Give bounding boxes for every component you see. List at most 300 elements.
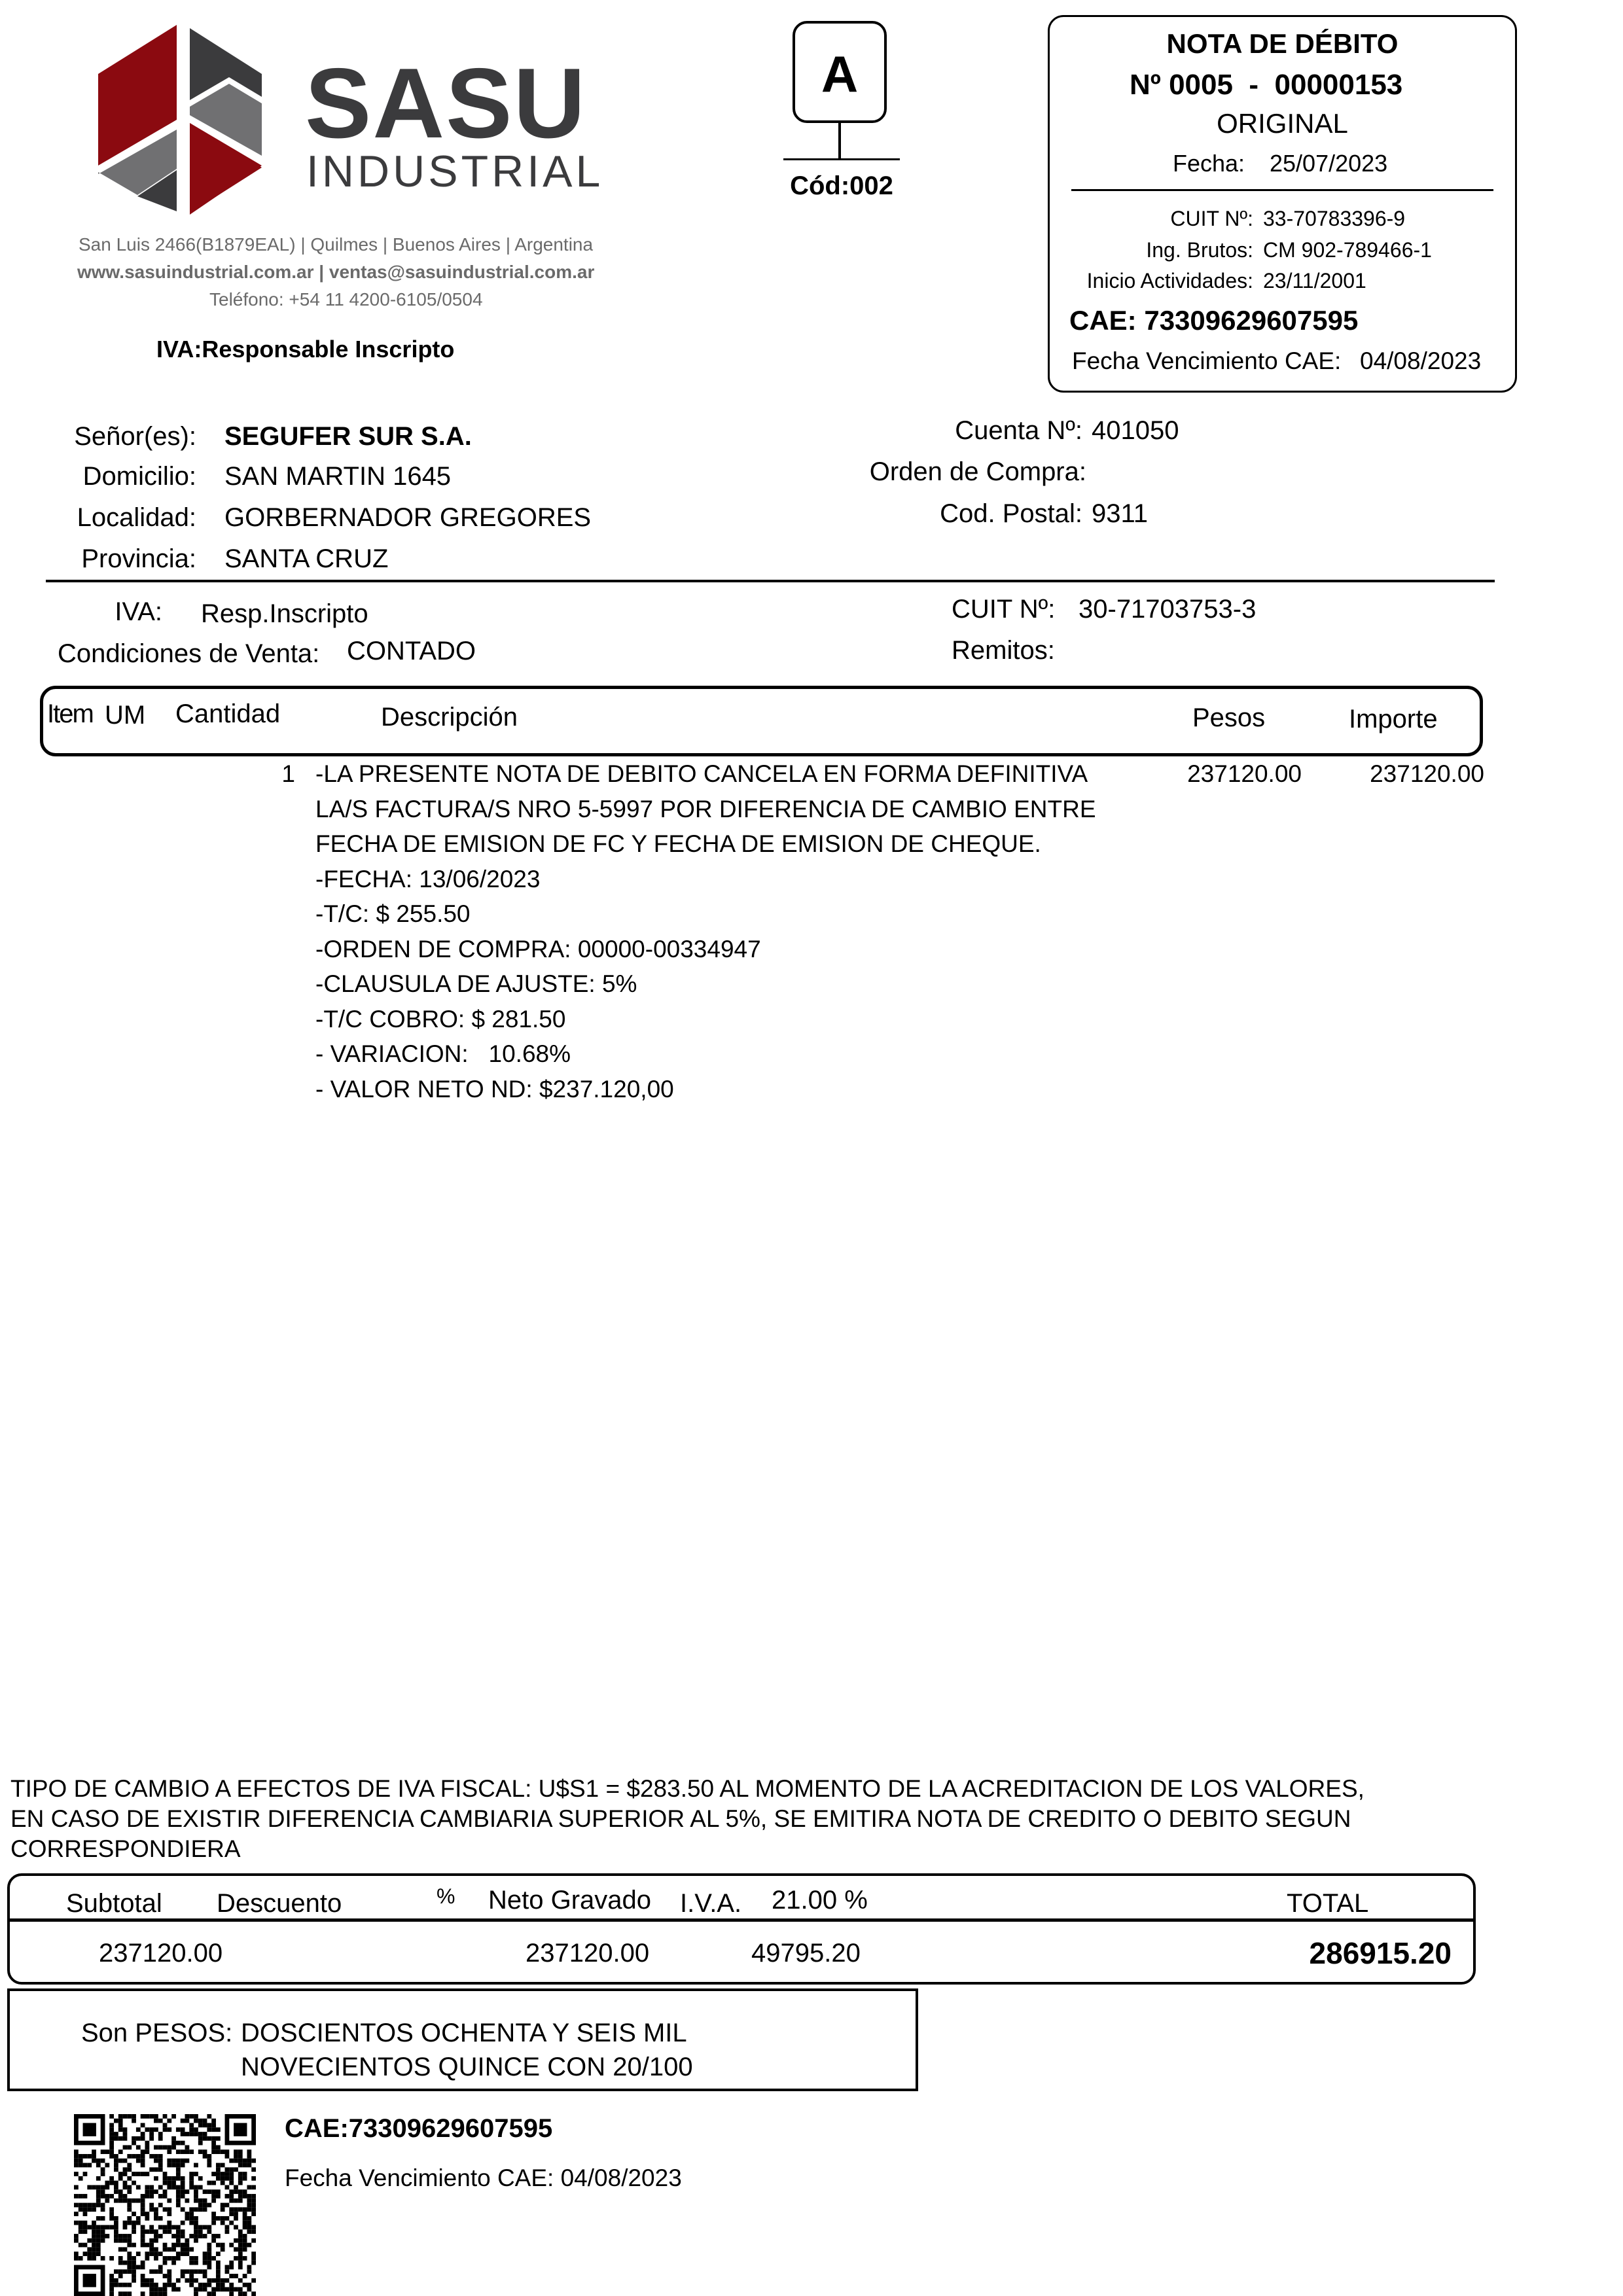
qr-module [123, 2132, 128, 2136]
qr-module [247, 2185, 251, 2189]
qr-module [92, 2238, 96, 2243]
qr-module [141, 2291, 145, 2296]
qr-module [238, 2229, 243, 2234]
qr-module [114, 2181, 118, 2185]
qr-module [132, 2229, 136, 2234]
qr-module [225, 2149, 230, 2154]
qr-module [198, 2123, 203, 2128]
qr-module [167, 2221, 171, 2225]
qr-module [229, 2159, 234, 2163]
qr-module [163, 2189, 168, 2194]
qr-module [247, 2149, 251, 2154]
qr-module [238, 2154, 243, 2159]
qr-module [145, 2127, 149, 2132]
qr-module [229, 2274, 234, 2278]
qr-module [211, 2199, 216, 2203]
qr-module [136, 2145, 141, 2149]
qr-module [154, 2269, 158, 2274]
qr-module [171, 2256, 176, 2261]
qr-module [145, 2252, 149, 2256]
col-item: Item [47, 699, 93, 728]
qr-module [243, 2274, 247, 2278]
qr-module [234, 2199, 238, 2203]
qr-module [145, 2216, 149, 2221]
qr-module [149, 2291, 154, 2296]
qr-module [158, 2119, 163, 2123]
qr-module [136, 2159, 141, 2163]
qr-module [141, 2132, 145, 2136]
qr-module [127, 2145, 132, 2149]
qr-module [96, 2203, 101, 2208]
qr-module [101, 2234, 105, 2238]
qr-module [238, 2176, 243, 2181]
qr-module [96, 2176, 101, 2181]
qr-module [238, 2247, 243, 2252]
qr-module [145, 2229, 149, 2234]
description-line: -T/C COBRO: $ 281.50 [315, 1005, 566, 1033]
qr-module [189, 2216, 194, 2221]
qr-module [145, 2141, 149, 2146]
qr-module [171, 2159, 176, 2163]
qr-module [83, 2194, 88, 2199]
qr-module [211, 2141, 216, 2146]
qr-module [171, 2247, 176, 2252]
qr-module [243, 2256, 247, 2261]
qr-module [203, 2132, 207, 2136]
qr-module [101, 2203, 105, 2208]
qr-module [234, 2247, 238, 2252]
qr-module [92, 2149, 96, 2154]
qr-module [141, 2154, 145, 2159]
qr-module [123, 2283, 128, 2287]
qr-module [207, 2114, 211, 2119]
qr-module [83, 2203, 88, 2208]
qr-module [114, 2229, 118, 2234]
qr-module [127, 2256, 132, 2261]
qr-module [109, 2216, 114, 2221]
qr-module [149, 2229, 154, 2234]
qr-module [96, 2238, 101, 2243]
qr-module [216, 2149, 221, 2154]
qr-module [243, 2207, 247, 2212]
qr-module [114, 2221, 118, 2225]
qr-module [145, 2189, 149, 2194]
qr-module [234, 2207, 238, 2212]
qr-module [96, 2234, 101, 2238]
qr-module [176, 2203, 181, 2208]
qr-module [127, 2265, 132, 2270]
qr-module [109, 2154, 114, 2159]
qr-module [211, 2212, 216, 2216]
qr-module [185, 2114, 190, 2119]
qr-module [105, 2234, 109, 2238]
qr-module [149, 2167, 154, 2172]
zip-value: 9311 [1092, 499, 1149, 528]
qr-module [185, 2189, 190, 2194]
qr-module [207, 2229, 211, 2234]
qr-module [149, 2278, 154, 2283]
qr-module [171, 2225, 176, 2230]
qr-module [243, 2247, 247, 2252]
subtotal-value: 237120.00 [99, 1939, 223, 1968]
qr-module [109, 2141, 114, 2146]
qr-module [114, 2278, 118, 2283]
qr-module [198, 2203, 203, 2208]
qr-module [109, 2176, 114, 2181]
qr-module [234, 2185, 238, 2189]
qr-module [109, 2181, 114, 2185]
qr-module [132, 2172, 136, 2176]
qr-module [79, 2203, 83, 2208]
qr-module [247, 2269, 251, 2274]
qr-module [185, 2145, 190, 2149]
qr-module [229, 2189, 234, 2194]
qr-module [251, 2185, 256, 2189]
qr-module [167, 2119, 171, 2123]
qr-module [238, 2287, 243, 2291]
qr-module [225, 2269, 230, 2274]
qr-module [163, 2256, 168, 2261]
amount-words-label: Son PESOS: [81, 2019, 233, 2047]
qr-module [185, 2238, 190, 2243]
qr-module [109, 2136, 114, 2141]
qr-module [87, 2247, 92, 2252]
qr-module [207, 2123, 211, 2128]
qr-module [141, 2203, 145, 2208]
qr-module [221, 2207, 225, 2212]
qr-module [189, 2261, 194, 2265]
qr-module [176, 2172, 181, 2176]
qr-module [203, 2225, 207, 2230]
qr-module [189, 2114, 194, 2119]
qr-module [171, 2114, 176, 2119]
qr-module [243, 2194, 247, 2199]
qr-module [176, 2194, 181, 2199]
qr-module [189, 2176, 194, 2181]
qr-module [136, 2265, 141, 2270]
total-value: 286915.20 [1309, 1936, 1452, 1970]
qr-module [163, 2127, 168, 2132]
qr-module [127, 2269, 132, 2274]
qr-module [211, 2181, 216, 2185]
qr-module [194, 2114, 198, 2119]
qr-module [251, 2176, 256, 2181]
qr-module [158, 2225, 163, 2230]
qr-module [247, 2225, 251, 2230]
qr-module [176, 2189, 181, 2194]
qr-module [229, 2199, 234, 2203]
qr-module [171, 2163, 176, 2168]
qr-module [181, 2163, 185, 2168]
qr-module [154, 2167, 158, 2172]
qr-module [114, 2185, 118, 2189]
qr-module [238, 2252, 243, 2256]
qr-module [158, 2136, 163, 2141]
description-line: -T/C: $ 255.50 [315, 900, 471, 927]
qr-module [185, 2212, 190, 2216]
invoice-letter-box [793, 21, 887, 123]
divider [783, 158, 900, 160]
qr-module [234, 2287, 238, 2291]
qr-module [211, 2145, 216, 2149]
logo-name: SASU [305, 48, 587, 159]
qr-module [118, 2114, 123, 2119]
qr-module [83, 2229, 88, 2234]
qr-module [163, 2181, 168, 2185]
col-um: UM [105, 701, 146, 730]
qr-module [167, 2247, 171, 2252]
qr-module [225, 2265, 230, 2270]
qr-module [158, 2163, 163, 2168]
qr-module [207, 2136, 211, 2141]
qr-module [158, 2287, 163, 2291]
qr-module [127, 2189, 132, 2194]
client-name: SEGUFER SUR S.A. [224, 422, 472, 451]
qr-module [118, 2123, 123, 2128]
qr-module [221, 2176, 225, 2181]
qr-module [105, 2181, 109, 2185]
qr-module [176, 2229, 181, 2234]
qr-module [211, 2256, 216, 2261]
company-phone: Teléfono: +54 11 4200-6105/0504 [209, 289, 483, 309]
qr-module [145, 2283, 149, 2287]
qr-module [101, 2207, 105, 2212]
qr-module [207, 2163, 211, 2168]
qr-module [96, 2163, 101, 2168]
qr-module [229, 2261, 234, 2265]
qr-module [203, 2252, 207, 2256]
row-quantity: 1 [281, 760, 295, 787]
document-number: Nº 0005 - 00000153 [1130, 69, 1403, 101]
qr-module [189, 2127, 194, 2132]
description-line: -CLAUSULA DE AJUSTE: 5% [315, 970, 637, 997]
qr-module [211, 2216, 216, 2221]
qr-module [198, 2141, 203, 2146]
qr-module [109, 2287, 114, 2291]
qr-module [211, 2194, 216, 2199]
qr-module [251, 2194, 256, 2199]
qr-module [123, 2269, 128, 2274]
qr-module [123, 2261, 128, 2265]
qr-module [181, 2269, 185, 2274]
qr-module [216, 2216, 221, 2221]
qr-module [96, 2247, 101, 2252]
qr-module [163, 2123, 168, 2128]
qr-module [127, 2203, 132, 2208]
qr-module [238, 2172, 243, 2176]
qr-module [167, 2269, 171, 2274]
qr-module [198, 2185, 203, 2189]
qr-module [141, 2159, 145, 2163]
qr-module [238, 2207, 243, 2212]
qr-module [203, 2269, 207, 2274]
qr-module [79, 2256, 83, 2261]
qr-module [132, 2119, 136, 2123]
qr-module [207, 2256, 211, 2261]
qr-module [189, 2123, 194, 2128]
qr-module [154, 2212, 158, 2216]
qr-module [216, 2274, 221, 2278]
qr-module [132, 2243, 136, 2248]
qr-module [194, 2261, 198, 2265]
qr-module [141, 2172, 145, 2176]
qr-module [136, 2221, 141, 2225]
qr-module [118, 2189, 123, 2194]
qr-module [207, 2127, 211, 2132]
qr-module [141, 2229, 145, 2234]
qr-module [109, 2274, 114, 2278]
qr-module [101, 2225, 105, 2230]
qr-module [185, 2247, 190, 2252]
qr-module [194, 2278, 198, 2283]
qr-module [79, 2154, 83, 2159]
qr-module [74, 2172, 79, 2176]
qr-module [207, 2181, 211, 2185]
qr-module [101, 2149, 105, 2154]
qr-module [211, 2278, 216, 2283]
qr-module [189, 2247, 194, 2252]
qr-module [234, 2216, 238, 2221]
qr-module [221, 2283, 225, 2287]
qr-module [225, 2176, 230, 2181]
qr-module [127, 2154, 132, 2159]
qr-module [145, 2243, 149, 2248]
qr-module [194, 2172, 198, 2176]
qr-module [216, 2283, 221, 2287]
client-cuit-label: CUIT Nº: [952, 595, 1056, 624]
qr-module [185, 2252, 190, 2256]
qr-module [251, 2291, 256, 2296]
qr-module [83, 2252, 88, 2256]
client-cuit: 30-71703753-3 [1079, 595, 1257, 624]
qr-module [221, 2278, 225, 2283]
qr-module [194, 2225, 198, 2230]
qr-module [154, 2159, 158, 2163]
qr-module [221, 2181, 225, 2185]
qr-module [118, 2247, 123, 2252]
invoice-code: Cód:002 [790, 171, 893, 200]
qr-module [127, 2167, 132, 2172]
qr-module [243, 2189, 247, 2194]
qr-module [194, 2189, 198, 2194]
qr-module [92, 2229, 96, 2234]
qr-module [229, 2207, 234, 2212]
qr-module [127, 2185, 132, 2189]
qr-module [216, 2189, 221, 2194]
iva-label: I.V.A. [680, 1889, 742, 1918]
qr-module [176, 2278, 181, 2283]
qr-module [109, 2283, 114, 2287]
qr-module [251, 2159, 256, 2163]
qr-module [74, 2212, 79, 2216]
qr-module [194, 2207, 198, 2212]
qr-module [92, 2185, 96, 2189]
qr-module [154, 2247, 158, 2252]
qr-module [211, 2287, 216, 2291]
qr-module [176, 2256, 181, 2261]
qr-module [176, 2141, 181, 2146]
qr-module [243, 2238, 247, 2243]
qr-module [185, 2216, 190, 2221]
qr-module [181, 2252, 185, 2256]
qr-module [87, 2163, 92, 2168]
qr-module [96, 2185, 101, 2189]
iibb-label: Ing. Brutos: [1146, 238, 1253, 262]
qr-module [101, 2194, 105, 2199]
qr-module [149, 2269, 154, 2274]
qr-module [225, 2229, 230, 2234]
qr-module [198, 2283, 203, 2287]
qr-module [247, 2159, 251, 2163]
qr-module [171, 2234, 176, 2238]
qr-module [207, 2243, 211, 2248]
qr-module [154, 2238, 158, 2243]
qr-module [181, 2132, 185, 2136]
qr-module [167, 2283, 171, 2287]
exchange-note-line: TIPO DE CAMBIO A EFECTOS DE IVA FISCAL: U$S1 = $283.50 AL MOMENTO DE LA ACREDITACION DE LOS VALORES, [10, 1775, 1364, 1802]
qr-module [163, 2225, 168, 2230]
row-amount: 237120.00 [1370, 760, 1484, 787]
qr-module [127, 2261, 132, 2265]
qr-module [114, 2216, 118, 2221]
col-price: Pesos [1192, 703, 1266, 732]
qr-module [149, 2283, 154, 2287]
start-activities-label: Inicio Actividades: [1086, 269, 1253, 292]
qr-module [198, 2207, 203, 2212]
qr-module [79, 2243, 83, 2248]
qr-module [229, 2221, 234, 2225]
qr-module [132, 2265, 136, 2270]
qr-module [247, 2283, 251, 2287]
qr-module [181, 2127, 185, 2132]
qr-module [92, 2234, 96, 2238]
qr-module [123, 2114, 128, 2119]
qr-module [207, 2203, 211, 2208]
qr-module [198, 2225, 203, 2230]
qr-module [216, 2172, 221, 2176]
qr-finder [234, 2123, 247, 2136]
qr-module [167, 2145, 171, 2149]
qr-module [83, 2225, 88, 2230]
qr-module [141, 2207, 145, 2212]
qr-module [234, 2274, 238, 2278]
qr-module [158, 2252, 163, 2256]
qr-module [167, 2163, 171, 2168]
qr-module [189, 2256, 194, 2261]
qr-module [163, 2291, 168, 2296]
qr-module [114, 2159, 118, 2163]
qr-module [203, 2207, 207, 2212]
qr-module [132, 2136, 136, 2141]
qr-module [176, 2243, 181, 2248]
qr-module [96, 2252, 101, 2256]
qr-module [221, 2172, 225, 2176]
qr-module [198, 2119, 203, 2123]
qr-module [92, 2221, 96, 2225]
qr-module [189, 2283, 194, 2287]
qr-module [92, 2203, 96, 2208]
cuit-value: 33-70783396-9 [1263, 207, 1406, 230]
qr-module [185, 2269, 190, 2274]
qr-module [74, 2159, 79, 2163]
qr-module [181, 2194, 185, 2199]
divider [1071, 189, 1493, 191]
qr-module [141, 2123, 145, 2128]
qr-module [154, 2119, 158, 2123]
qr-module [96, 2225, 101, 2230]
client-address-label: Domicilio: [82, 462, 196, 491]
qr-module [189, 2212, 194, 2216]
